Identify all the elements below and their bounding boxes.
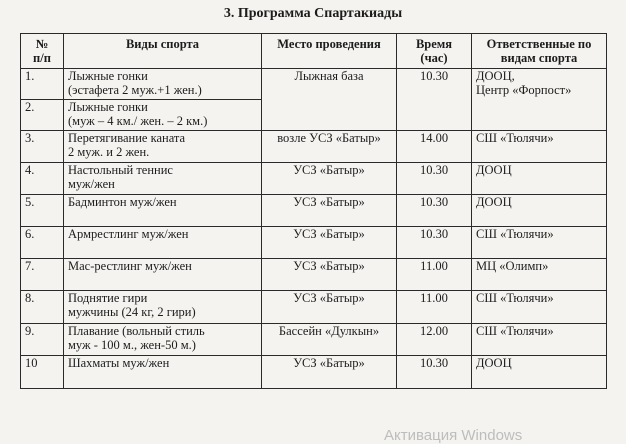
program-table [20,33,607,389]
table-row [21,163,607,195]
row-time: 11.00 [397,291,472,324]
row-num: 4. [21,163,64,195]
header-time: Время (час) [397,34,472,69]
row-sport: Перетягивание каната 2 муж. и 2 жен. [64,131,262,163]
row-num: 2. [21,100,64,131]
row-responsible: МЦ «Олимп» [472,259,607,291]
row-time: 11.00 [397,259,472,291]
row-time: 12.00 [397,324,472,356]
row-num: 10 [21,356,64,389]
row-sport: Лыжные гонки (эстафета 2 муж.+1 жен.) [64,69,262,100]
row-place: УСЗ «Батыр» [262,227,397,259]
table-row [21,324,607,356]
row-responsible: ДООЦ [472,195,607,227]
row-place: возле УСЗ «Батыр» [262,131,397,163]
row-num: 7. [21,259,64,291]
row-sport: Мас-рестлинг муж/жен [64,259,262,291]
row-time: 10.30 [397,356,472,389]
row-sport: Шахматы муж/жен [64,356,262,389]
table-row [21,356,607,389]
windows-activation-watermark: Активация Windows [384,427,523,444]
row-num: 8. [21,291,64,324]
row-sport: Бадминтон муж/жен [64,195,262,227]
table-row [21,195,607,227]
row-responsible: ДООЦ [472,356,607,389]
table-header-row [21,34,607,69]
row-place: Лыжная база [262,69,397,131]
row-num: 3. [21,131,64,163]
row-responsible: СШ «Тюлячи» [472,227,607,259]
row-time: 10.30 [397,69,472,131]
row-responsible: СШ «Тюлячи» [472,324,607,356]
header-num: № п/п [21,34,64,69]
row-num: 9. [21,324,64,356]
row-place: УСЗ «Батыр» [262,163,397,195]
row-time: 14.00 [397,131,472,163]
row-num: 1. [21,69,64,100]
row-time: 10.30 [397,195,472,227]
row-sport: Лыжные гонки (муж – 4 км./ жен. – 2 км.) [64,100,262,131]
table-row [21,131,607,163]
row-responsible: ДООЦ, Центр «Форпост» [472,69,607,131]
row-time: 10.30 [397,163,472,195]
page-title: 3. Программа Спартакиады [223,6,403,21]
row-place: УСЗ «Батыр» [262,195,397,227]
row-place: УСЗ «Батыр» [262,356,397,389]
row-place: УСЗ «Батыр» [262,291,397,324]
header-sport: Виды спорта [64,34,262,69]
table-row [21,259,607,291]
header-place: Место проведения [262,34,397,69]
row-responsible: ДООЦ [472,163,607,195]
table-row [21,227,607,259]
row-num: 5. [21,195,64,227]
header-responsible: Ответственные по видам спорта [472,34,607,69]
row-responsible: СШ «Тюлячи» [472,131,607,163]
row-place: Бассейн «Дулкын» [262,324,397,356]
table-row [21,69,607,100]
row-num: 6. [21,227,64,259]
row-sport: Настольный теннис муж/жен [64,163,262,195]
row-sport: Плавание (вольный стиль муж - 100 м., жен-50 м.) [64,324,262,356]
row-place: УСЗ «Батыр» [262,259,397,291]
row-time: 10.30 [397,227,472,259]
table-row [21,291,607,324]
row-sport: Армрестлинг муж/жен [64,227,262,259]
row-sport: Поднятие гири мужчины (24 кг, 2 гири) [64,291,262,324]
row-responsible: СШ «Тюлячи» [472,291,607,324]
